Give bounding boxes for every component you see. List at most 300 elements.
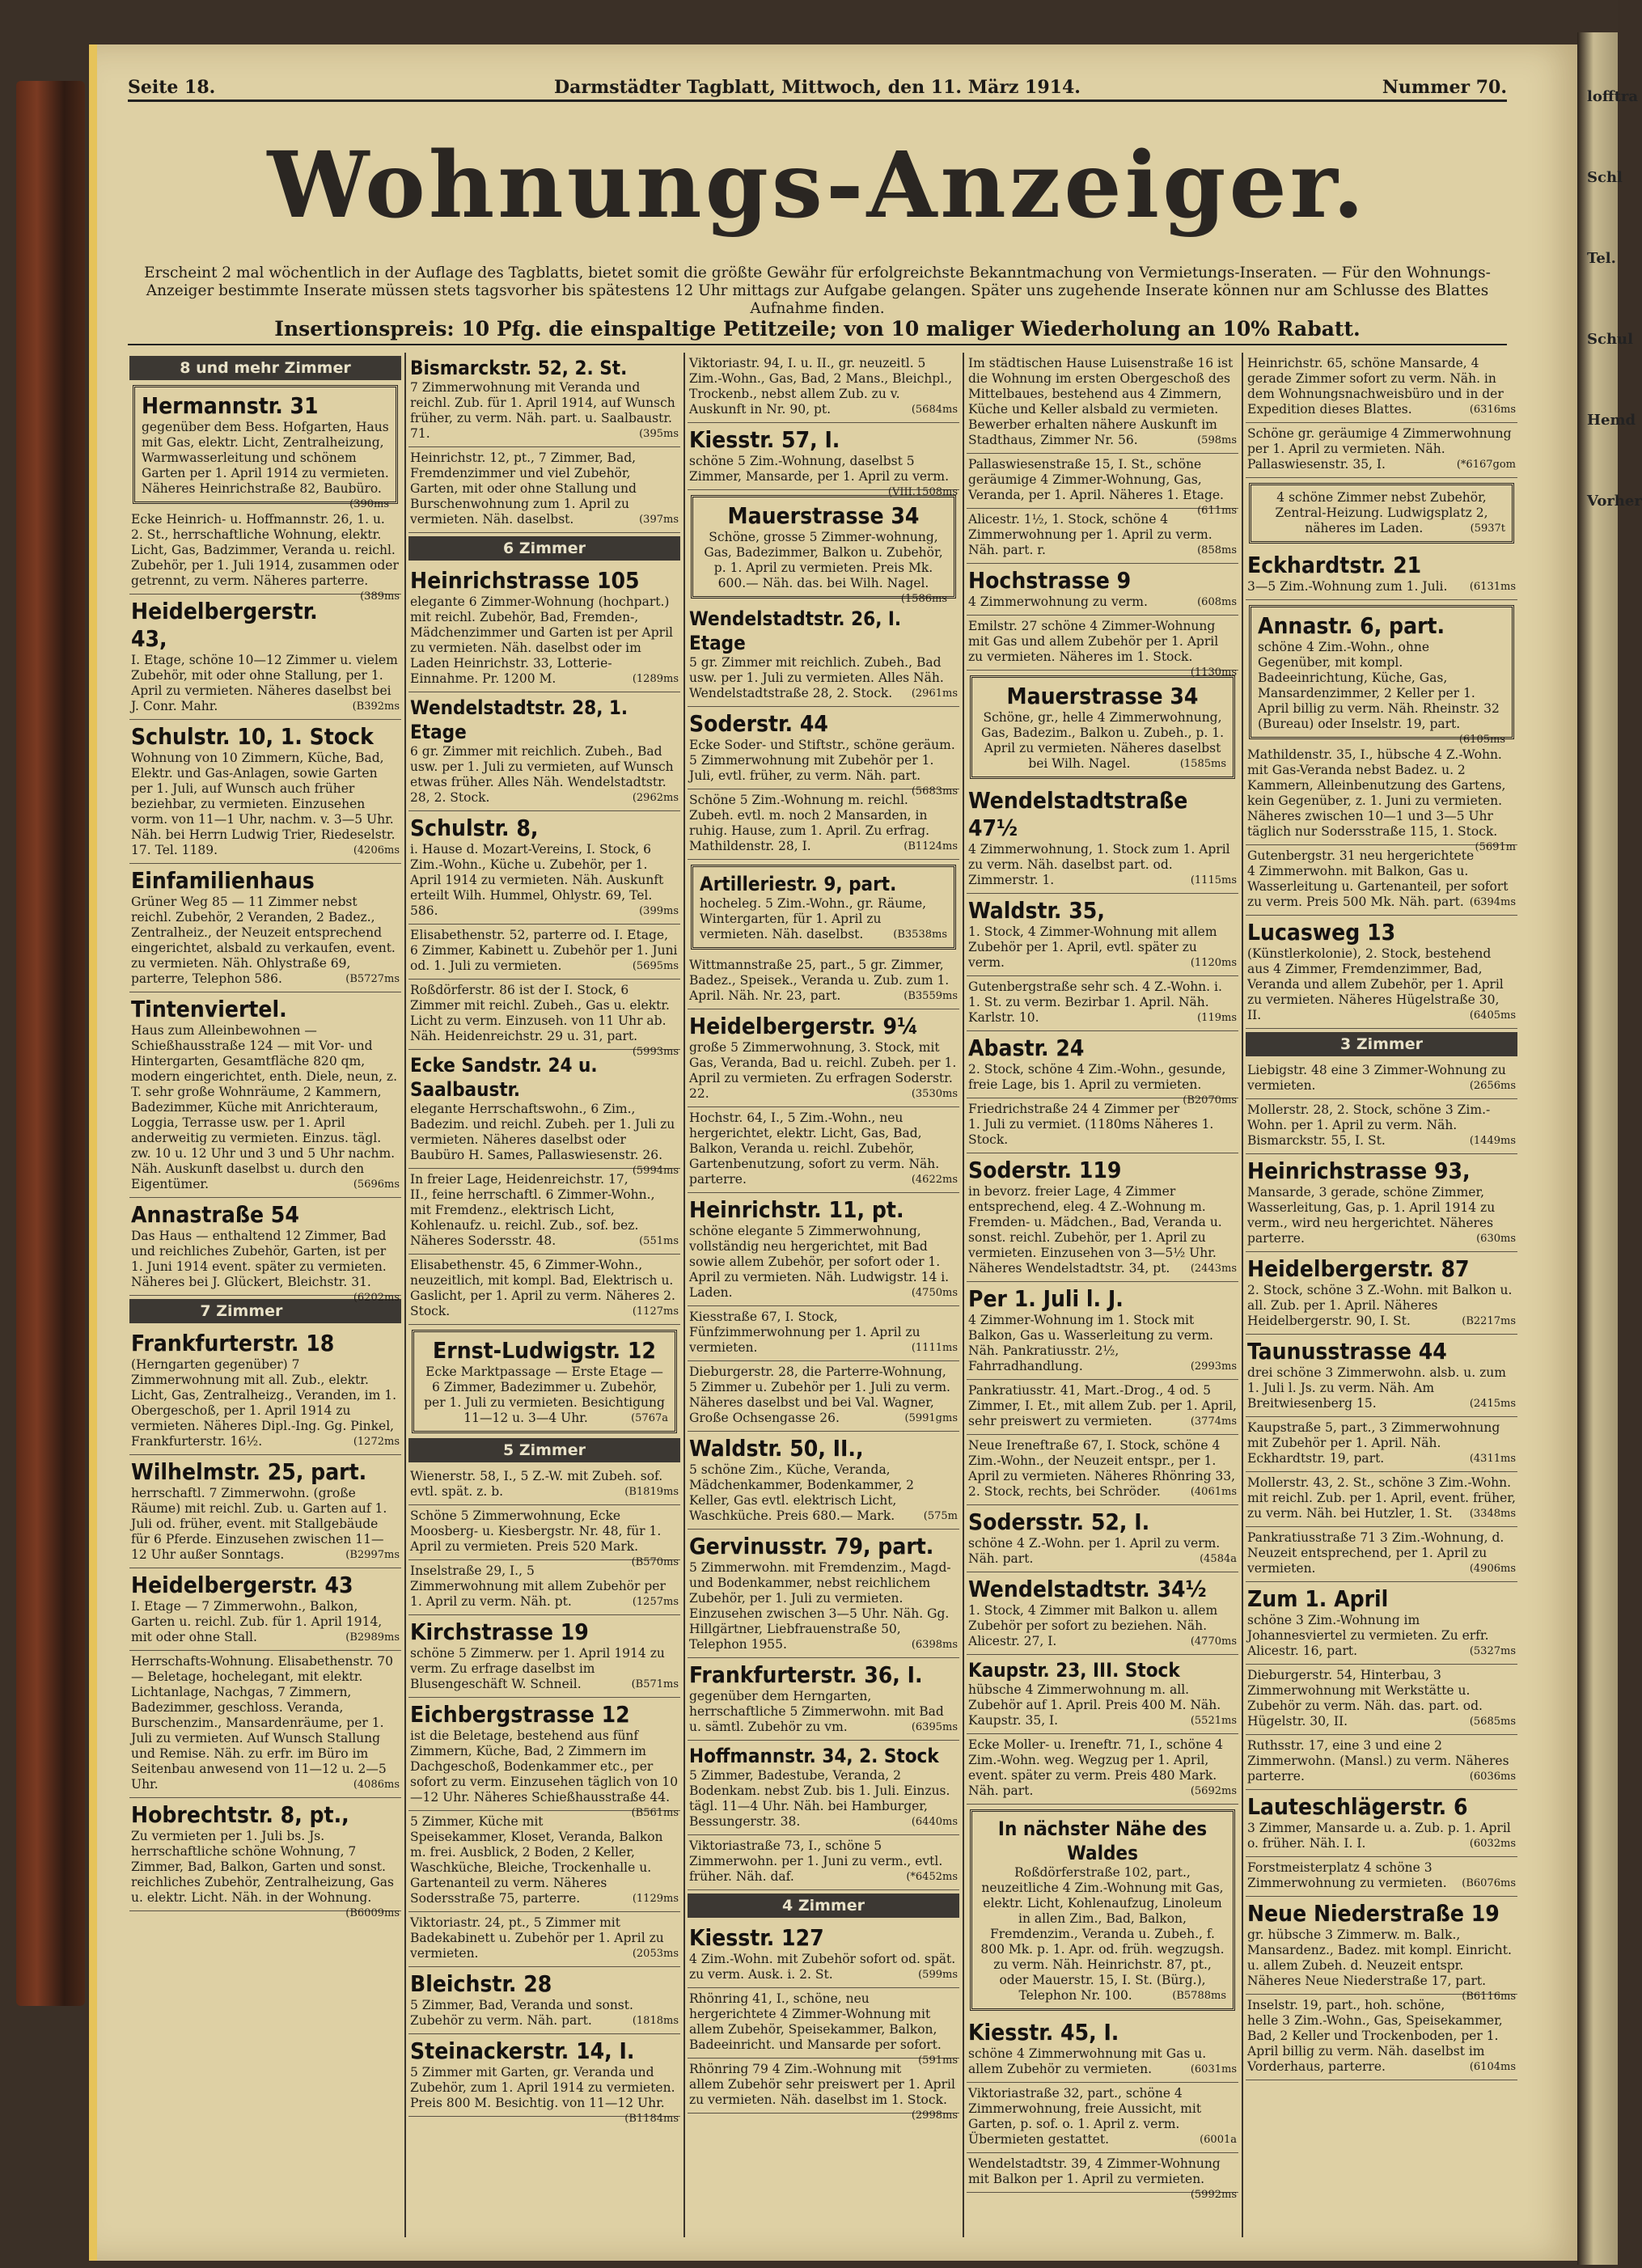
classified-ad — [129, 595, 401, 720]
ad-reference: (5767a — [631, 1412, 668, 1424]
ad-headline: Frankfurterstr. 18 — [131, 1330, 335, 1356]
ad-body: Ecke Moller- u. Ireneftr. 71, I., schöne 4 Zim.-Wohn. weg. Wegzug per 1. April, event. später zu verm. Preis 480 Mark. Näh. part. — [968, 1737, 1223, 1798]
classified-ad — [408, 1169, 680, 1255]
ad-reference: (4584a — [1200, 1553, 1237, 1565]
classified-ad — [408, 925, 680, 980]
edge-fragment: lofftra — [1587, 88, 1639, 105]
classified-ad — [967, 2083, 1238, 2153]
ad-body: Viktoriastr. 24, pt., 5 Zimmer mit Badekabinett u. Zubehör per 1. April zu vermieten. — [410, 1915, 664, 1961]
ad-headline: Bleichstr. 28 — [410, 1970, 552, 1997]
ad-reference: (5685ms — [1469, 1716, 1516, 1728]
ad-body: Ecke Marktpassage — Erste Etage — 6 Zimmer, Badezimmer u. Zubehör, per 1. Juli zu vermieten. Besichtigung 11—12 u. 3—4 Uhr. — [424, 1365, 665, 1425]
ad-reference: (1449ms — [1469, 1135, 1516, 1147]
ad-reference: (6001a — [1200, 2134, 1237, 2146]
ad-body: Schöne 5 Zim.-Wohnung m. reichl. Zubeh. evtl. m. noch 2 Mansarden, in ruhig. Hause, zum 1. April. Zu erfrag. Mathildenstr. 28, I. — [689, 793, 930, 853]
ad-reference: (B571ms — [631, 1678, 679, 1690]
ad-reference: (5691m — [1475, 841, 1516, 853]
classified-ad — [688, 1835, 959, 1890]
classified-ad — [967, 1380, 1238, 1435]
ad-body: I. Etage, schöne 10—12 Zimmer u. vielem Zubehör, mit oder ohne Stallung, per 1. April zu vermieten. Näheres daselbst bei J. Conr. Mahr. — [131, 653, 398, 713]
ad-reference: (4906ms — [1469, 1563, 1516, 1575]
section-band: 7 Zimmer — [129, 1299, 401, 1323]
ad-body: Ecke Heinrich- u. Hoffmannstr. 26, 1. u. 2. St., herrschaftliche Wohnung, elektr. Licht, Gas, Badzimmer, Veranda u. reichl. Zubehör, per 1. Juli 1914, zusammen oder getrennt, zu verm. Näheres parterre. — [131, 512, 399, 588]
ad-body: gegenüber dem Herngarten, herrschaftliche 5 Zimmerwohn. mit Bad u. sämtl. Zubehör zu vm. — [689, 1689, 944, 1734]
classified-ad — [408, 1505, 680, 1568]
ad-reference: (4206ms — [353, 844, 400, 857]
ad-reference: (B1124ms — [904, 840, 958, 853]
ad-body: In freier Lage, Heidenreichstr. 17, II., feine herrschaftl. 6 Zimmer-Wohn., mit Fremdenz., elektrisch Licht, Kohlenaufz. u. reichl. Zub., sof. bez. Näheres Sodersstr. 48. — [410, 1172, 655, 1248]
column-rule — [404, 353, 406, 2237]
ad-reference: (B6116ms — [1462, 1991, 1516, 2003]
ad-reference: (858ms — [1197, 544, 1237, 556]
ad-reference: (1289ms — [632, 673, 679, 685]
classified-ad — [408, 1967, 680, 2034]
ad-body: Ecke Soder- und Stiftstr., schöne geräum. 5 Zimmerwohnung mit Zubehör per 1. Juli, evtl. früher, zu verm. Näh. part. — [689, 738, 955, 783]
ad-reference: (6036ms — [1469, 1771, 1516, 1783]
ad-body: gegenüber dem Bess. Hofgarten, Haus mit Gas, elektr. Licht, Zentralheizung, Warmwasserleitung und schönem Garten per 1. April 1914 zu vermieten. Näheres Heinrichstraße 82, Baubüro. — [142, 420, 389, 496]
classified-ad — [1246, 1099, 1517, 1154]
ad-reference: (5684ms — [911, 404, 958, 416]
classified-ad — [970, 675, 1235, 779]
ad-reference: (5994ms — [632, 1165, 679, 1177]
ad-reference: (B2070ms — [1183, 1094, 1237, 1106]
classified-ad — [1246, 1735, 1517, 1790]
ad-reference: (599ms — [918, 1969, 958, 1981]
ad-body: schöne 3 Zim.-Wohnung im Johannesviertel zu vermieten. Zu erfr. Alicestr. 16, part. — [1247, 1613, 1489, 1658]
ad-body: Das Haus — enthaltend 12 Zimmer, Bad und reichliches Zubehör, Garten, ist per 1. Juni 1914 event. später zu vermieten. Näheres bei J. Glückert, Bleichstr. 31. — [131, 1229, 387, 1289]
ad-body: Liebigstr. 48 eine 3 Zimmer-Wohnung zu vermieten. — [1247, 1063, 1506, 1093]
ad-headline: Heinrichstr. 11, pt. — [689, 1196, 904, 1223]
ad-body: Grüner Weg 85 — 11 Zimmer nebst reichl. Zubehör, 2 Veranden, 2 Badez., Zentralheiz., der Neuzeit entsprechend eingerichtet, alsbald zu verkaufen, event. zu vermieten. Näh. Ohlystraße 69, parterre, Telephon 586. — [131, 895, 396, 986]
ad-reference: (2993ms — [1190, 1360, 1237, 1373]
ad-reference: (5521ms — [1190, 1715, 1237, 1727]
page-number: Seite 18. — [128, 77, 216, 98]
ad-reference: (1129ms — [632, 1893, 679, 1905]
ad-reference: (B392ms — [352, 700, 400, 713]
ad-headline: Einfamilienhaus — [131, 867, 315, 894]
classified-ad — [408, 1811, 680, 1912]
ad-reference: (*6167gom — [1456, 459, 1516, 471]
classified-ad — [967, 1282, 1238, 1380]
ad-reference: (4086ms — [353, 1779, 400, 1791]
classified-ad — [1249, 605, 1514, 746]
ad-reference: (608ms — [1197, 596, 1237, 608]
ad-body: Schöne, gr., helle 4 Zimmerwohnung, Gas, Badezim., Balkon u. Zubeh., p. 1. April zu vermieten. Näheres daselbst bei Wilh. Nagel. — [981, 710, 1224, 771]
classified-ad — [967, 616, 1238, 679]
ad-headline: Ernst-Ludwigstr. 12 — [433, 1337, 656, 1364]
ad-reference: (1818ms — [632, 2015, 679, 2027]
ad-headline: Waldstr. 35, — [968, 897, 1105, 924]
ad-body: schöne 5 Zimmerw. per 1. April 1914 zu verm. Zu erfrage daselbst im Blusengeschäft W. Schneil. — [410, 1646, 665, 1691]
ad-headline: Heinrichstrasse 93, — [1247, 1157, 1471, 1184]
ad-headline: Kirchstrasse 19 — [410, 1618, 589, 1645]
ad-reference: (390ms — [349, 498, 389, 510]
ad-reference: (598ms — [1197, 434, 1237, 446]
ad-reference: (B2997ms — [345, 1549, 400, 1561]
classified-ad — [1246, 1527, 1517, 1582]
ad-reference: (*6452ms — [906, 1871, 958, 1883]
classified-ad — [1246, 1472, 1517, 1527]
section-band: 8 und mehr Zimmer — [129, 356, 401, 380]
classified-ad — [129, 1651, 401, 1798]
classified-ad — [967, 784, 1238, 894]
ad-body: Schöne gr. geräumige 4 Zimmerwohnung per 1. April zu vermieten. Näh. Pallaswiesenstr. 35, I. — [1247, 426, 1512, 472]
ad-headline: Kiesstr. 45, I. — [968, 2019, 1119, 2046]
ad-headline: Annastr. 6, part. — [1258, 612, 1445, 639]
classified-ad — [1246, 353, 1517, 423]
ad-body: Schöne 5 Zimmerwohnung, Ecke Moosberg- u. Kiesbergstr. Nr. 48, für 1. April zu vermieten. Preis 520 Mark. — [410, 1508, 662, 1554]
ad-reference: (5692ms — [1190, 1785, 1237, 1797]
ad-body: Inselstraße 29, I., 5 Zimmerwohnung mit allem Zubehör per 1. April zu verm. Näh. pt. — [410, 1563, 666, 1609]
classified-ad — [1246, 1154, 1517, 1252]
ad-headline: Abastr. 24 — [968, 1035, 1085, 1061]
ad-headline: Mauerstrasse 34 — [727, 502, 920, 529]
edge-fragment: Hemd — [1587, 412, 1636, 429]
ad-body: Ruthsstr. 17, eine 3 und eine 2 Zimmerwohn. (Mansl.) zu verm. Näheres parterre. — [1247, 1738, 1509, 1784]
section-band: 6 Zimmer — [408, 536, 680, 561]
classified-ad — [129, 1798, 401, 1919]
ad-reference: (5993ms — [632, 1046, 679, 1058]
ad-reference: (5937t — [1470, 523, 1505, 535]
issue-number: Nummer 70. — [1382, 77, 1507, 98]
ad-body: Alicestr. 1½, 1. Stock, schöne 4 Zimmerwohnung per 1. April zu verm. Näh. part. r. — [968, 512, 1212, 557]
ad-body: Roßdörferstr. 86 ist der I. Stock, 6 Zimmer mit reichl. Zubeh., Gas u. elektr. Licht zu verm. Einzuseh. von 11 Uhr ab. Näh. Heidenreichstr. 29 u. 31, part. — [410, 983, 670, 1043]
ad-reference: (4061ms — [1190, 1486, 1237, 1498]
ad-body: 5 Zimmer, Küche mit Speisekammer, Kloset, Veranda, Balkon m. frei. Ausblick, 2 Boden, 2 Keller, Waschküche, Bleiche, Trockenhalle u. Gartenanteil zu verm. Näheres Sodersstraße 75, parterre. — [410, 1814, 663, 1906]
ad-body: Mollerstr. 43, 2. St., schöne 3 Zim.-Wohn. mit reichl. Zub. per 1. April, event. früher, zu verm. Näh. bei Hutzler, 1. St. — [1247, 1475, 1516, 1521]
classified-ad — [688, 1921, 959, 1988]
classified-ad — [688, 789, 959, 860]
ad-reference: (B570ms — [631, 1556, 679, 1568]
ad-headline: Hochstrasse 9 — [968, 567, 1132, 594]
ad-reference: (5327ms — [1469, 1645, 1516, 1657]
ad-reference: (2443ms — [1190, 1263, 1237, 1275]
ad-body: Inselstr. 19, part., hoh. schöne, helle 3 Zim.-Wohn., Gas, Speisekammer, Bad, 2 Keller und Trockenboden, per 1. April billig zu verm. Näh. daselbst im Vorderhaus, parterre. — [1247, 1998, 1503, 2074]
ad-body: 1. Stock, 4 Zimmer-Wohnung mit allem Zubehör per 1. April, evtl. später zu verm. — [968, 925, 1217, 970]
ad-body: 3 Zimmer, Mansarde u. a. Zub. p. 1. April o. früher. Näh. I. I. — [1247, 1821, 1511, 1851]
classified-ad — [1246, 1060, 1517, 1099]
ad-body: Im städtischen Hause Luisenstraße 16 ist die Wohnung im ersten Obergeschoß des Mittelbaues, bestehend aus 4 Zimmern, Küche und Keller alsbald zu vermieten. Bewerber erhalten nähere Auskunft im Stadthaus, Zimmer Nr. 56. — [968, 356, 1234, 447]
ad-body: ist die Beletage, bestehend aus fünf Zimmern, Küche, Bad, 2 Zimmern im Dachgeschoß, Bodenkammer etc., per sofort zu verm. Einzusehen täglich von 10—12 Uhr. Näheres Schießhausstraße 44. — [410, 1729, 679, 1805]
ad-headline: Heidelbergerstr. 9¼ — [689, 1013, 919, 1039]
ad-body: 2. Stock, schöne 4 Zim.-Wohn., gesunde, freie Lage, bis 1. April zu vermieten. — [968, 1062, 1226, 1092]
ad-reference: (6394ms — [1469, 896, 1516, 908]
classified-ad — [691, 865, 956, 950]
ad-headline: Neue Niederstraße 19 — [1247, 1900, 1500, 1927]
classified-ad — [967, 353, 1238, 454]
classified-ad — [688, 1361, 959, 1432]
ad-reference: (2415ms — [1469, 1398, 1516, 1410]
ad-headline: Heidelbergerstr. 87 — [1247, 1255, 1470, 1282]
ad-body: 5 Zimmer, Badestube, Veranda, 2 Bodenkam. nebst Zub. bis 1. Juli. Einzus. tägl. 11—4 Uhr. Näh. bei Hamburger, Bessungerstr. 38. — [689, 1768, 950, 1829]
ad-reference: (399ms — [639, 905, 679, 917]
column-rule — [683, 353, 685, 2237]
ad-body: Wittmannstraße 25, part., 5 gr. Zimmer, Badez., Speisek., Veranda u. Zub. zum 1. April. Näh. Nr. 23, part. — [689, 958, 950, 1003]
ad-body: Elisabethenstr. 52, parterre od. I. Etage, 6 Zimmer, Kabinett u. Zubehör per 1. Juni od. 1. Juli zu vermieten. — [410, 928, 678, 973]
column-2 — [408, 353, 680, 2237]
ad-reference: (6405ms — [1469, 1009, 1516, 1022]
ad-body: Schöne, grosse 5 Zimmer-wohnung, Gas, Badezimmer, Balkon u. Zubehör, p. 1. April zu vermieten. Preis Mk. 600.— Näh. das. bei Wilh. Nagel. — [704, 530, 943, 590]
ad-reference: (2962ms — [632, 792, 679, 804]
ad-body: 2. Stock, schöne 3 Z.-Wohn. mit Balkon u. all. Zub. per 1. April. Näheres Heidelbergerstr. 90, I. St. — [1247, 1283, 1513, 1328]
ad-reference: (B6076ms — [1462, 1877, 1516, 1889]
classified-ad — [1246, 548, 1517, 600]
ad-body: Hochstr. 64, I., 5 Zim.-Wohn., neu hergerichtet, elektr. Licht, Gas, Bad, Balkon, Veranda u. reichl. Zubehör, Gartenbenutzung, sofort zu verm. Näh. parterre. — [689, 1111, 940, 1187]
ad-reference: (5696ms — [353, 1178, 400, 1191]
ad-reference: (119ms — [1197, 1012, 1237, 1024]
ad-body: Herrschafts-Wohnung. Elisabethenstr. 70 — Beletage, hochelegant, mit elektr. Lichtanlage, Nachgas, 7 Zimmern, Badezimmer, geschloss. Veranda, Burschenzim., Mansardenräume, per 1. Juli zu vermieten. Auf Wunsch Stallung und Remise. Näh. zu erfr. im Büro im Seitenbau anwesend von 11—12 u. 2—5 Uhr. — [131, 1654, 393, 1792]
ad-reference: (6105ms — [1458, 734, 1505, 746]
ad-reference: (6131ms — [1469, 581, 1516, 593]
ad-headline: Hobrechtstr. 8, pt., — [131, 1801, 349, 1828]
section-band: 3 Zimmer — [1246, 1032, 1517, 1056]
column-1 — [129, 353, 401, 2237]
classified-ad — [129, 509, 401, 603]
classified-ad — [967, 1505, 1238, 1572]
classified-ad — [1246, 1995, 1517, 2080]
classified-ad — [1249, 483, 1514, 544]
ad-body: Haus zum Alleinbewohnen — Schießhausstraße 124 — mit Vor- und Hintergarten, Gesamtfläche 820 qm, modern eingerichtet, enth. Diele, neun, z. T. sehr große Wohnräume, 2 Kammern, Badezimmer, Küche mit Anrichteraum, Loggia, Terrasse usw. per 1. April anderweitig zu vermieten. Einzus. tägl. zw. 10 u. 12 Uhr und 3 und 5 Uhr nachm. Näh. Auskunft daselbst u. durch den Eigentümer. — [131, 1023, 397, 1191]
ad-body: Heinrichstr. 12, pt., 7 Zimmer, Bad, Fremdenzimmer und viel Zubehör, Garten, mit oder ohne Stallung und Burschenwohnung zum 1. April zu vermieten. Näh. daselbst. — [410, 451, 637, 527]
classified-ad — [967, 894, 1238, 976]
ad-reference: (2998ms — [911, 2109, 958, 2122]
ad-body: schöne 5 Zim.-Wohnung, daselbst 5 Zimmer, Mansarde, per 1. April zu verm. — [689, 454, 950, 484]
ad-headline: Frankfurterstr. 36, I. — [689, 1661, 923, 1688]
classified-ad — [967, 976, 1238, 1031]
ad-reference: (2961ms — [911, 688, 958, 700]
ad-headline: Wendelstadtstr. 34½ — [968, 1576, 1207, 1602]
classified-ad — [408, 1466, 680, 1505]
ad-body: i. Hause d. Mozart-Vereins, I. Stock, 6 Zim.-Wohn., Küche u. Zubehör, per 1. April 1914 zu vermieten. Näh. Auskunft erteilt Wilh. Hummel, Ohlystr. 69, Tel. 586. — [410, 842, 664, 918]
ad-body: 1. Stock, 4 Zimmer mit Balkon u. allem Zubehör per sofort zu beziehen. Näh. Alicestr. 27, I. — [968, 1603, 1218, 1648]
ad-headline: Wendelstadtstr. 26, I. Etage — [689, 607, 902, 654]
classified-ad — [688, 1432, 959, 1530]
ad-reference: (5992ms — [1190, 2189, 1237, 2201]
classified-ad — [1246, 1417, 1517, 1472]
ad-body: schöne 4 Z.-Wohn. per 1. April zu verm. Näh. part. — [968, 1536, 1221, 1566]
classified-ad — [1246, 1582, 1517, 1665]
ad-body: (Künstlerkolonie), 2. Stock, bestehend aus 4 Zimmer, Fremdenzimmer, Bad, Veranda und allem Zubehör, per 1. April zu vermieten. Näheres Hügelstraße 30, II. — [1247, 946, 1504, 1022]
ad-headline: Steinackerstr. 14, I. — [410, 2037, 635, 2064]
classified-ad — [133, 385, 398, 510]
paper-title-date: Darmstädter Tagblatt, Mittwoch, den 11. März 1914. — [554, 77, 1081, 98]
ad-body: Elisabethenstr. 45, 6 Zimmer-Wohn., neuzeitlich, mit kompl. Bad, Elektrisch u. Gaslicht, per 1. April zu verm. Näheres 2. Stock. — [410, 1258, 675, 1318]
ad-reference: (B3559ms — [904, 990, 958, 1002]
ad-reference: (1585ms — [1179, 758, 1226, 770]
ad-body: Wienerstr. 58, I., 5 Z.-W. mit Zubeh. sof. evtl. spät. z. b. — [410, 1469, 663, 1499]
classified-ad — [1246, 1252, 1517, 1335]
adjacent-page-edge — [1577, 32, 1642, 2265]
section-band: 5 Zimmer — [408, 1438, 680, 1462]
classified-ad — [129, 864, 401, 992]
classified-ad — [129, 1455, 401, 1568]
classified-ad — [688, 707, 959, 798]
classified-ad — [1246, 845, 1517, 916]
ad-body: Gutenbergstr. 31 neu hergerichtete 4 Zimmerwohn. mit Balkon, Gas u. Wasserleitung u. Gartenanteil, per sofort zu verm. Preis 500 Mk. Näh. part. — [1247, 848, 1509, 909]
ad-headline: Hermannstr. 31 — [142, 392, 319, 419]
ad-headline: Soderstr. 44 — [689, 710, 828, 737]
ad-body: Rhönring 79 4 Zim.-Wohnung mit allem Zubehör sehr preiswert per 1. April zu vermieten. Näh. daselbst im 1. Stock. — [689, 2062, 955, 2107]
ad-reference: (6032ms — [1469, 1838, 1516, 1850]
ad-reference: (591ms — [918, 2054, 958, 2067]
ad-body: 4 schöne Zimmer nebst Zubehör, Zentral-Heizung. Ludwigsplatz 2, näheres im Laden. — [1275, 490, 1488, 535]
ad-headline: Soderstr. 119 — [968, 1157, 1122, 1183]
ad-body: elegante Herrschaftswohn., 6 Zim., Badezim. und reichl. Zubeh. per 1. Juli zu vermieten. Näheres daselbst oder Baubüro H. Sames, Pallaswiesenstr. 26. — [410, 1102, 675, 1162]
section-band: 4 Zimmer — [688, 1894, 959, 1918]
ad-body: (Herngarten gegenüber) 7 Zimmerwohnung mit all. Zub., elektr. Licht, Gas, Zentralheizg., Veranden, im 1. Obergeschoß, per 1. April 1914 zu vermieten. Näheres Dipl.-Ing. Gg. Pinkel, Frankfurterstr. 16½. — [131, 1357, 397, 1449]
ad-body: schöne elegante 5 Zimmerwohnung, vollständig neu hergerichtet, mit Bad sowie allem Zubehör, per sofort oder 1. April zu vermieten. Näh. Ludwigstr. 14 i. Laden. — [689, 1224, 950, 1300]
ad-headline: Artilleriestr. 9, part. — [700, 873, 897, 895]
ad-reference: (4750ms — [911, 1287, 958, 1299]
ad-body: I. Etage — 7 Zimmerwohn., Balkon, Garten u. reichl. Zub. für 1. April 1914, mit oder ohne Stall. — [131, 1599, 383, 1644]
classified-ad — [688, 1306, 959, 1361]
ad-reference: (B3538ms — [893, 929, 947, 941]
ad-reference: (1272ms — [353, 1436, 400, 1448]
ad-headline: Ecke Sandstr. 24 u. Saalbaustr. — [410, 1054, 598, 1101]
ad-headline: Eckhardtstr. 21 — [1247, 552, 1422, 578]
classified-ad — [129, 992, 401, 1198]
ad-body: 5 gr. Zimmer mit reichlich. Zubeh., Bad usw. per 1. Juli zu vermieten. Alles Näh. Wendelstadtstraße 28, 2. Stock. — [689, 655, 944, 700]
classified-ad — [408, 1255, 680, 1325]
classified-ad — [967, 1153, 1238, 1282]
ad-body: Friedrichstraße 24 4 Zimmer per 1. Juli zu vermiet. (1180ms Näheres 1. Stock. — [968, 1102, 1214, 1147]
classified-ad — [1246, 1857, 1517, 1897]
ad-headline: Bismarckstr. 52, 2. St. — [410, 357, 628, 379]
ad-reference: (B2989ms — [345, 1631, 400, 1644]
ad-reference: (B1184ms — [624, 2113, 679, 2125]
ad-reference: (6395ms — [911, 1721, 958, 1733]
ad-body: Pankratiusstr. 41, Mart.-Drog., 4 od. 5 Zimmer, I. Et., mit allem Zub. per 1. April, sehr preiswert zu vermieten. — [968, 1383, 1237, 1428]
ad-body: hocheleg. 5 Zim.-Wohn., gr. Räume, Wintergarten, für 1. April zu vermieten. Näh. daselbst. — [700, 896, 927, 941]
ad-body: Forstmeisterplatz 4 schöne 3 Zimmerwohnung zu vermieten. — [1247, 1860, 1447, 1890]
ad-reference: (4770ms — [1190, 1635, 1237, 1648]
ad-reference: (4622ms — [911, 1174, 958, 1186]
classified-ad — [688, 603, 959, 707]
ad-body: Pallaswiesenstraße 15, I. St., schöne geräumige 4 Zimmer-Wohnung, Gas, Veranda, per 1. April. Näheres 1. Etage. — [968, 457, 1224, 502]
ad-headline: Sodersstr. 52, I. — [968, 1508, 1150, 1535]
ad-headline: Wilhelmstr. 25, part. — [131, 1458, 367, 1485]
ad-reference: (1130ms — [1190, 666, 1237, 679]
classified-ad — [688, 1530, 959, 1658]
ad-headline: Kiesstr. 57, I. — [689, 426, 840, 453]
classified-ad — [1246, 1790, 1517, 1857]
ad-reference: (630ms — [1476, 1233, 1516, 1245]
ad-body: 6 gr. Zimmer mit reichlich. Zubeh., Bad usw. per 1. Juli zu vermieten, auf Wunsch etwas früher. Alles Näh. Wendelstadtstr. 28, 2. Stock. — [410, 744, 674, 805]
classified-ad — [1246, 744, 1517, 853]
classified-ad — [1246, 1665, 1517, 1735]
ad-headline: Hoffmannstr. 34, 2. Stock — [689, 1745, 939, 1767]
ad-body: Emilstr. 27 schöne 4 Zimmer-Wohnung mit Gas und allem Zubehör per 1. April zu vermieten. Näheres im 1. Stock. — [968, 619, 1219, 664]
classified-ad — [688, 1658, 959, 1741]
ad-reference: (VIII.1508ms — [887, 486, 958, 498]
ad-reference: (B2217ms — [1462, 1315, 1516, 1327]
ad-headline: Zum 1. April — [1247, 1585, 1389, 1612]
ad-reference: (1257ms — [632, 1596, 679, 1608]
ad-headline: Mauerstrasse 34 — [1006, 683, 1199, 709]
classified-ad — [688, 353, 959, 423]
ad-reference: (6398ms — [911, 1639, 958, 1651]
ad-body: in bevorz. freier Lage, 4 Zimmer entsprechend, eleg. 4 Z.-Wohnung m. Fremden- u. Mädchen., Bad, Veranda u. sonst. reichl. Zubehör, per 1. April zu vermieten. Einzusehen von 3—5½ Uhr. Näheres Wendelstadtstr. 34, pt. — [968, 1184, 1222, 1276]
ad-reference: (B561ms — [631, 1807, 679, 1819]
ad-headline: Kiesstr. 127 — [689, 1924, 824, 1951]
classified-ad — [967, 2016, 1238, 2083]
ad-body: Zu vermieten per 1. Juli bs. Js. herrschaftliche schöne Wohnung, 7 Zimmer, Bad, Balkon, Garten und sonst. reichliches Zubehör, Zentralheizung, Gas u. elektr. Licht. Näh. in der Wohnung. — [131, 1829, 394, 1905]
ad-body: gr. hübsche 3 Zimmerw. m. Balk., Mansardenz., Badez. mit kompl. Einricht. u. allem Zubeh. d. Neuzeit entspr. Näheres Neue Niederstraße 17, part. — [1247, 1927, 1512, 1988]
edge-fragment: Vorher — [1587, 493, 1642, 510]
ad-body: Kaupstraße 5, part., 3 Zimmerwohnung mit Zubehör per 1. April. Näh. Eckhardtstr. 19, part. — [1247, 1420, 1500, 1466]
classified-ad — [408, 447, 680, 533]
ad-body: schöne 4 Zim.-Wohn., ohne Gegenüber, mit kompl. Badeeinrichtung, Küche, Gas, Mansardenzimmer, 2 Keller per 1. April billig zu verm. Näh. Rheinstr. 32 (Bureau) oder Inselstr. 19, part. — [1258, 640, 1500, 731]
book-spine — [16, 81, 85, 2006]
ad-body: hübsche 4 Zimmerwohnung m. all. Zubehör auf 1. April. Preis 400 M. Näh. Kaupstr. 35, I. — [968, 1682, 1221, 1728]
page-header — [128, 77, 1507, 102]
ad-body: herrschaftl. 7 Zimmerwohn. (große Räume) mit reichl. Zub. u. Garten auf 1. Juli od. früher, event. mit Stallgebäude für 6 Pferde. Einzusehen zwischen 11—12 Uhr außer Sonntags. — [131, 1486, 387, 1562]
ad-body: Dieburgerstr. 54, Hinterbau, 3 Zimmerwohnung mit Werkstätte u. Zubehör zu verm. Näh. das. part. od. Hügelstr. 30, II. — [1247, 1668, 1483, 1729]
ad-reference: (3774ms — [1190, 1415, 1237, 1428]
classified-ad — [967, 1655, 1238, 1734]
ad-reference: (5695ms — [632, 960, 679, 972]
ad-reference: (1586ms — [900, 593, 947, 605]
edge-fragment: Tel. — [1587, 250, 1616, 267]
ad-reference: (B5727ms — [345, 973, 400, 985]
ad-headline: Per 1. Juli l. J. — [968, 1285, 1124, 1312]
ad-reference: (1115ms — [1190, 874, 1237, 886]
ad-reference: (6104ms — [1469, 2061, 1516, 2073]
classified-ad — [408, 564, 680, 692]
ad-body: Mathildenstr. 35, I., hübsche 4 Z.-Wohn. mit Gas-Veranda nebst Badez. u. 2 Kammern, Alleinbenutzung des Gartens, kein Gegenüber, z. 1. Juni zu vermieten. Näheres zwischen 10—1 und 3—5 Uhr täglich nur Sodersstraße 115, 1. Stock. — [1247, 747, 1506, 839]
ad-body: 5 Zimmer mit Garten, gr. Veranda und Zubehör, zum 1. April 1914 zu vermieten. Preis 800 M. Besichtig. von 11—12 Uhr. — [410, 2065, 675, 2110]
classified-ad — [408, 1912, 680, 1967]
classified-ad — [967, 564, 1238, 616]
ad-headline: Wendelstadtstr. 28, 1. Etage — [410, 696, 628, 743]
ad-body: 3—5 Zim.-Wohnung zum 1. Juli. — [1247, 579, 1448, 594]
classified-ad — [688, 1107, 959, 1193]
classified-ad — [408, 692, 680, 811]
ad-headline: Eichbergstrasse 12 — [410, 1701, 630, 1728]
classified-ad — [408, 811, 680, 925]
ad-body: 4 Zimmerwohnung, 1. Stock zum 1. April zu verm. Näh. daselbst part. od. Zimmerstr. 1. — [968, 842, 1230, 887]
ad-reference: (5991gms — [904, 1412, 958, 1424]
ad-headline: Annastraße 54 — [131, 1201, 299, 1228]
column-rule — [963, 353, 964, 2237]
ad-body: 4 Zimmerwohnung zu verm. — [968, 595, 1148, 609]
classified-ad — [1246, 1335, 1517, 1417]
ad-headline: Lauteschlägerstr. 6 — [1247, 1793, 1468, 1820]
classified-ad — [408, 1615, 680, 1698]
classified-ad — [688, 1988, 959, 2067]
ad-headline: Lucasweg 13 — [1247, 919, 1396, 946]
ad-reference: (1120ms — [1190, 957, 1237, 969]
ad-reference: (551ms — [639, 1235, 679, 1247]
classified-ad — [967, 1734, 1238, 1805]
ad-headline: In nächster Nähe des Waldes — [997, 1817, 1208, 1864]
ad-reference: (6031ms — [1190, 2063, 1237, 2075]
ad-body: drei schöne 3 Zimmerwohn. alsb. u. zum 1. Juli l. Js. zu verm. Näh. Am Breitwiesenberg 15. — [1247, 1365, 1506, 1411]
ad-body: Viktoriastraße 73, I., schöne 5 Zimmerwohn. per 1. Juni zu verm., evtl. früher. Näh. daf. — [689, 1839, 943, 1884]
classified-ad — [408, 2034, 680, 2125]
classified-ad — [129, 1327, 401, 1455]
ad-reference: (B6009ms — [345, 1907, 400, 1919]
ad-body: Wohnung von 10 Zimmern, Küche, Bad, Elektr. und Gas-Anlagen, sowie Garten per 1. Juli, auf Wunsch auch früher beziehbar, zu vermieten. Einzusehen vorm. von 11—1 Uhr, nachm. v. 3—5 Uhr. Näh. bei Herrn Ludwig Trier, Riedeselstr. 17. Tel. 1189. — [131, 751, 396, 857]
ad-body: elegante 6 Zimmer-Wohnung (hochpart.) mit reichl. Zubehör, Bad, Fremden-, Mädchenzimmer und Garten ist per April zu vermieten. Näh. daselbst oder im Laden Heinrichstr. 33, Lotterie-Einnahme. Pr. 1200 M. — [410, 595, 673, 686]
classified-ad — [129, 1568, 401, 1651]
ad-body: Dieburgerstr. 28, die Parterre-Wohnung, 5 Zimmer u. Zubehör per 1. Juli zu verm. Näheres daselbst und bei Val. Wagner, Große Ochsengasse 26. — [689, 1365, 950, 1425]
ad-reference: (1111ms — [911, 1342, 958, 1354]
classified-ad — [412, 1330, 677, 1433]
ad-headline: Wendelstadtstraße 47½ — [968, 787, 1188, 841]
ad-body: Viktoriastr. 94, I. u. II., gr. neuzeitl. 5 Zim.-Wohn., Gas, Bad, 2 Mans., Bleichpl., Trockenb., nebst allem Zub. zu v. Auskunft in Nr. 90, pt. — [689, 356, 953, 417]
column-3 — [688, 353, 959, 2237]
